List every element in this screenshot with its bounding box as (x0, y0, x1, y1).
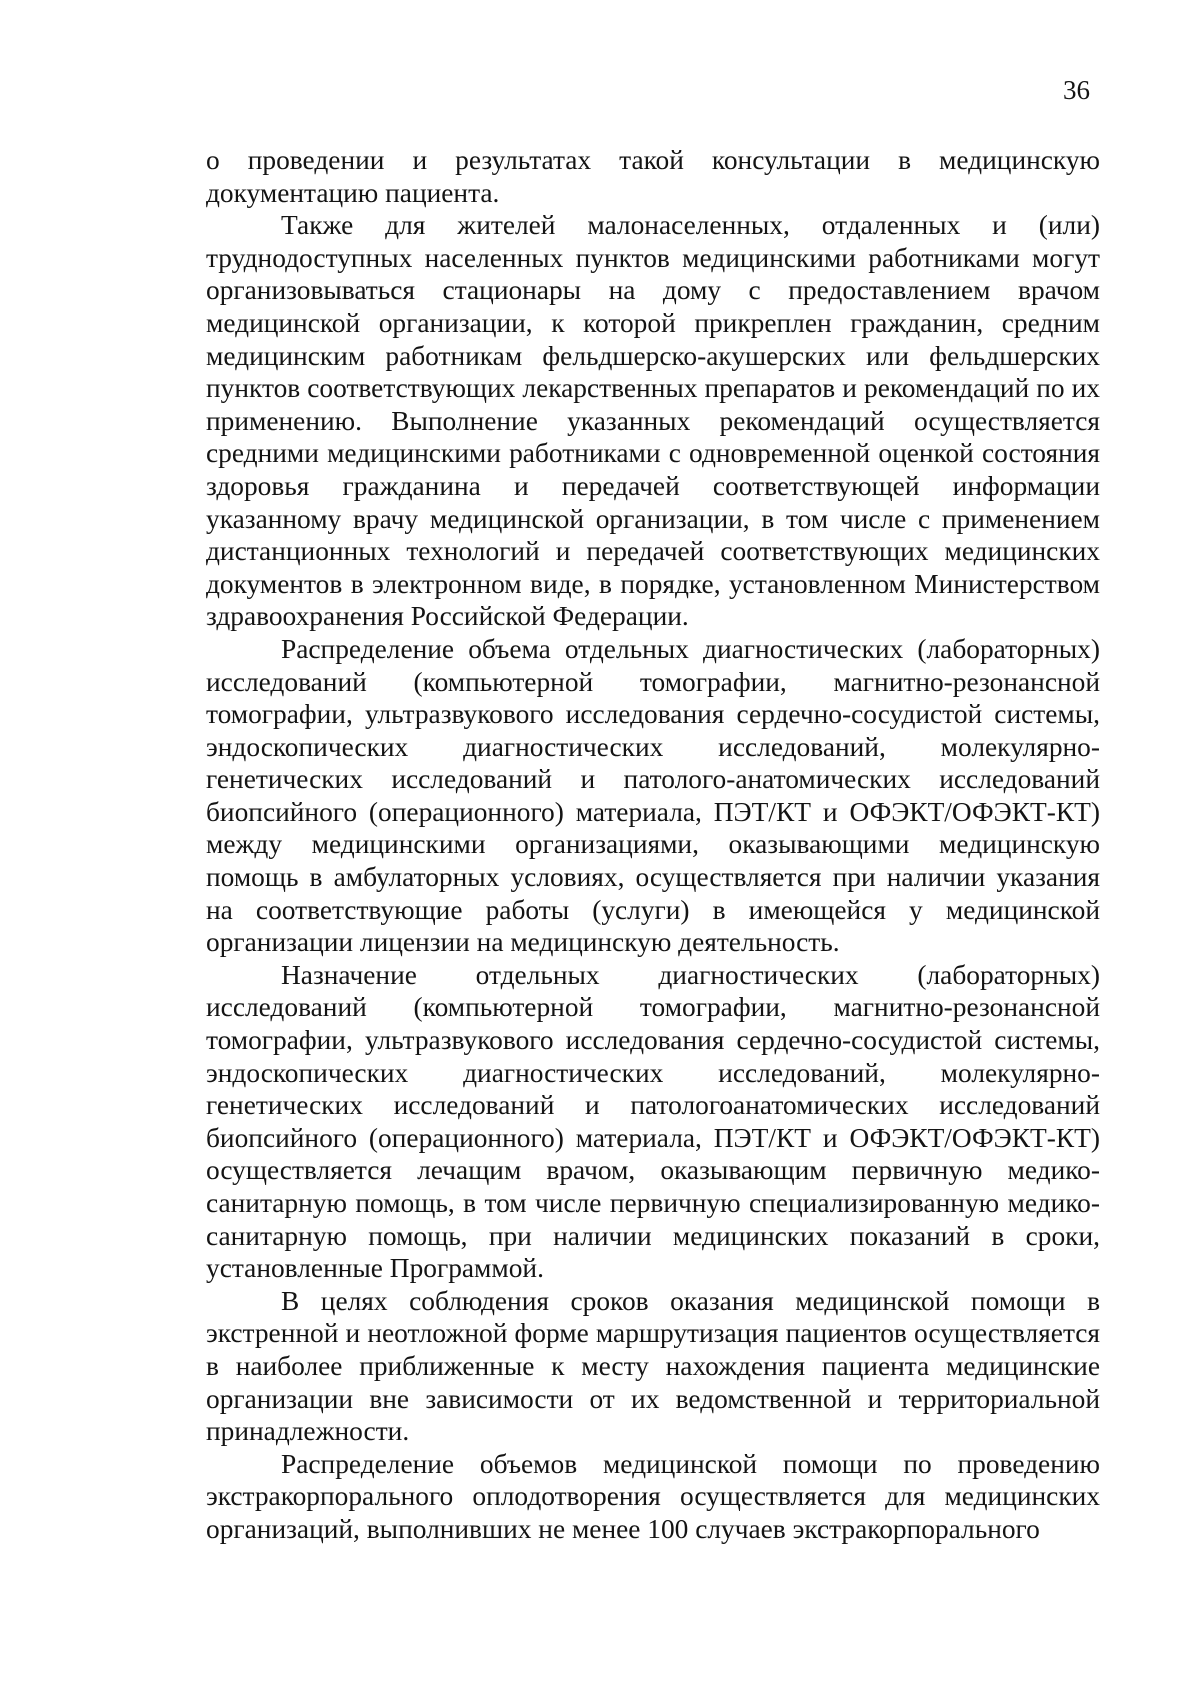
paragraph-ivf-distribution: Распределение объемов медицинской помощи по проведению экстракорпорального оплодотворения осуществляется для медицинских организаций, выполнивших не менее 100 случаев экстракорпорального (206, 1448, 1100, 1544)
page-number: 36 (1063, 75, 1090, 105)
paragraph-home-hospitals: Также для жителей малонаселенных, отдаленных и (или) труднодоступных населенных пунктов медицинскими работниками могут организовываться стационары на дому с предоставлением врачом медицинской организации, к которой прикреплен гражданин, средним медицинским работникам фельдшерско-акушерских или фельдшерских пунктов соответствующих лекарственных препаратов и рекомендаций по их применению. Выполнение указанных рекомендаций осуществляется средними медицинскими работниками с одновременной оценкой состояния здоровья гражданина и передачей соответствующей информации указанному врачу медицинской организации, в том числе с применением дистанционных технологий и передачей соответствующих медицинских документов в электронном виде, в порядке, установленном Министерством здравоохранения Российской Федерации. (206, 210, 1100, 632)
paragraph-emergency-routing: В целях соблюдения сроков оказания медицинской помощи в экстренной и неотложной форме маршрутизация пациентов осуществляется в наиболее приближенные к месту нахождения пациента медицинские организации вне зависимости от их ведомственной и территориальной принадлежности. (206, 1285, 1100, 1447)
paragraph-diagnostics-prescription: Назначение отдельных диагностических (лабораторных) исследований (компьютерной томографии, магнитно-резонансной томографии, ультразвукового исследования сердечно-сосудистой системы, эндоскопических диагностических исследований, молекулярно-генетических исследований и патологоанатомических исследований биопсийного (операционного) материала, ПЭТ/КТ и ОФЭКТ/ОФЭКТ-КТ) осуществляется лечащим врачом, оказывающим первичную медико-санитарную помощь, в том числе первичную специализированную медико-санитарную помощь, при наличии медицинских показаний в сроки, установленные Программой. (206, 959, 1100, 1284)
document-text-body (206, 144, 1100, 1546)
paragraph-continuation: о проведении и результатах такой консультации в медицинскую документацию пациента. (206, 145, 1100, 208)
paragraph-diagnostics-distribution: Распределение объема отдельных диагностических (лабораторных) исследований (компьютерной томографии, магнитно-резонансной томографии, ультразвукового исследования сердечно-сосудистой системы, эндоскопических диагностических исследований, молекулярно-генетических исследований и патолого-анатомических исследований биопсийного (операционного) материала, ПЭТ/КТ и ОФЭКТ/ОФЭКТ-КТ) между медицинскими организациями, оказывающими медицинскую помощь в амбулаторных условиях, осуществляется при наличии указания на соответствующие работы (услуги) в имеющейся у медицинской организации лицензии на медицинскую деятельность. (206, 633, 1100, 958)
